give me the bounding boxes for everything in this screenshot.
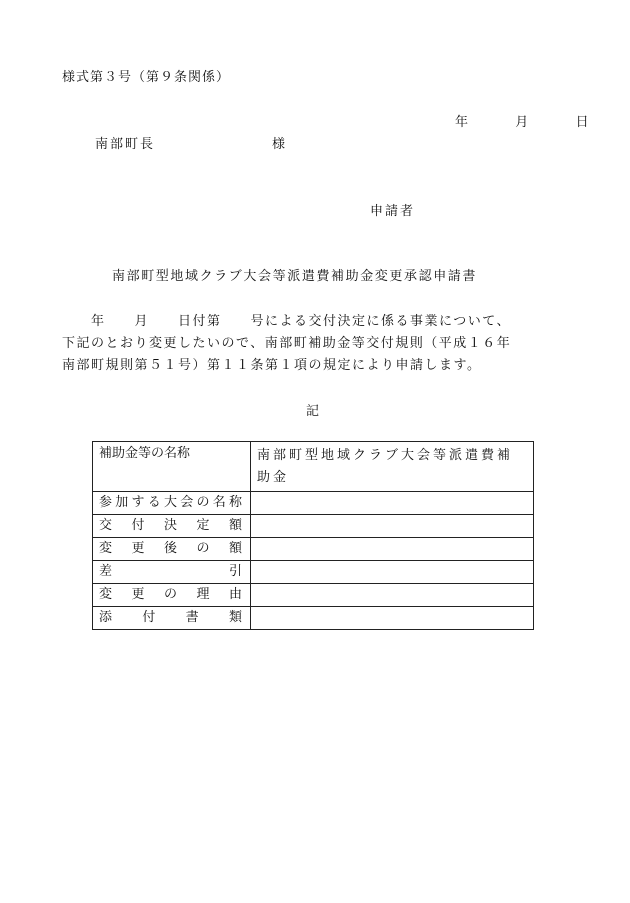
body-line-3: 南部町規則第５１号）第１１条第１項の規定により申請します。 [62, 358, 482, 373]
table-row [93, 515, 534, 538]
date-line [455, 111, 590, 130]
application-table [92, 441, 534, 630]
row-value[interactable] [251, 538, 534, 561]
row-label: 変更後の額 [93, 538, 251, 561]
ki-heading: 記 [306, 404, 320, 419]
table-row [93, 607, 534, 630]
body-text [62, 311, 582, 377]
row-value[interactable] [251, 584, 534, 607]
table-row [93, 442, 534, 492]
row-label: 補助金等の名称 [93, 442, 251, 492]
row-label: 差引 [93, 561, 251, 584]
honorific: 様 [272, 137, 286, 152]
row-value[interactable] [251, 607, 534, 630]
table-row [93, 561, 534, 584]
date-day: 日 [575, 115, 590, 130]
addressee: 南部町長 [95, 137, 156, 152]
table-row [93, 492, 534, 515]
date-month: 月 [515, 115, 530, 130]
row-value[interactable]: 南部町型地域クラブ大会等派遣費補助金 [251, 442, 534, 492]
body-line-1: 年 月 日付第 号による交付決定に係る事業について、 [62, 314, 511, 329]
row-label: 交付決定額 [93, 515, 251, 538]
form-number: 様式第３号（第９条関係） [62, 70, 231, 85]
row-value[interactable] [251, 561, 534, 584]
document-title: 南部町型地域クラブ大会等派遣費補助金変更承認申請書 [112, 269, 478, 284]
date-year: 年 [455, 115, 470, 130]
row-label: 参加する大会の名称 [93, 492, 251, 515]
body-line-2: 下記のとおり変更したいので、南部町補助金等交付規則（平成１６年 [62, 336, 512, 351]
table-row [93, 538, 534, 561]
row-value[interactable] [251, 515, 534, 538]
applicant-label: 申請者 [370, 204, 416, 219]
row-value[interactable] [251, 492, 534, 515]
row-label: 変更の理由 [93, 584, 251, 607]
row-label: 添付書類 [93, 607, 251, 630]
table-row [93, 584, 534, 607]
